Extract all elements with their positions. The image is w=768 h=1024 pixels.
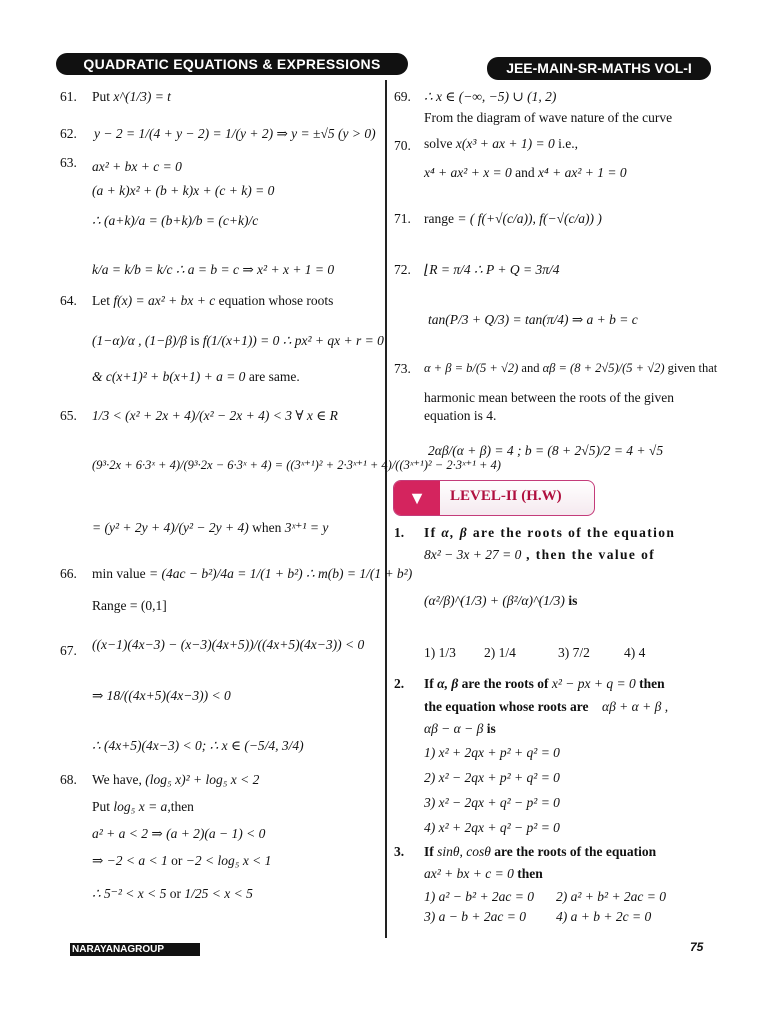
q63-line1: ax² + bx + c = 0 <box>92 159 182 174</box>
q69-number: 69. <box>394 89 411 104</box>
q65-line1: 1/3 < (x² + 2x + 4)/(x² − 2x + 4) < 3 ∀ x ∈ R <box>92 408 338 423</box>
q71-line: range = ( f(+√(c/a)), f(−√(c/a)) ) <box>424 211 602 226</box>
p3-option-2: 2) a² + b² + 2ac = 0 <box>556 889 667 904</box>
p1-number: 1. <box>394 525 405 540</box>
q69-equation: ∴ x ∈ (−∞, −5) ∪ (1, 2) <box>424 89 557 104</box>
q64-line1: Let f(x) = ax² + bx + c equation whose roots <box>92 293 334 308</box>
p3-option-4: 4) a + b + 2c = 0 <box>556 909 652 924</box>
p2-number: 2. <box>394 676 405 691</box>
p2-option-3: 3) x² − 2qx + q² − p² = 0 <box>424 795 560 810</box>
p3-line2: ax² + bx + c = 0 then <box>424 866 543 881</box>
volume-title: JEE-MAIN-SR-MATHS VOL-I <box>487 57 711 80</box>
p3-option-1: 1) a² − b² + 2ac = 0 <box>424 889 535 904</box>
q66-line1: min value = (4ac − b²)/4a = 1/(1 + b²) ∴ m(b) = 1/(1 + b²) <box>92 566 413 581</box>
publisher-brand: NARAYANAGROUP <box>70 943 200 956</box>
q65-line3: = (y² + 2y + 4)/(y² − 2y + 4) when 3ˣ⁺¹ = y <box>92 520 329 535</box>
p1-option-2: 2) 1/4 <box>484 645 516 660</box>
q72-number: 72. <box>394 262 411 277</box>
q70-number: 70. <box>394 138 411 153</box>
q72-line2: tan(P/3 + Q/3) = tan(π/4) ⇒ a + b = c <box>428 312 638 327</box>
q73-line3: equation is 4. <box>424 408 497 423</box>
p1-option-3: 3) 7/2 <box>558 645 590 660</box>
level-title: LEVEL-II (H.W) <box>450 488 562 504</box>
q73-number: 73. <box>394 361 411 376</box>
q63-line4: k/a = k/b = k/c ∴ a = b = c ⇒ x² + x + 1 = 0 <box>92 262 335 277</box>
q63-line2: (a + k)x² + (b + k)x + (c + k) = 0 <box>92 183 275 198</box>
q64-number: 64. <box>60 293 77 308</box>
q71-number: 71. <box>394 211 411 226</box>
chapter-title: QUADRATIC EQUATIONS & EXPRESSIONS <box>56 53 408 75</box>
q68-number: 68. <box>60 772 77 787</box>
q67-line1: ((x−1)(4x−3) − (x−3)(4x+5))/((4x+5)(4x−3)) < 0 <box>92 637 365 652</box>
q61-number: 61. <box>60 89 77 104</box>
q67-number: 67. <box>60 643 77 658</box>
q66-line2: Range = (0,1] <box>92 598 167 613</box>
q67-line3: ∴ (4x+5)(4x−3) < 0; ∴ x ∈ (−5/4, 3/4) <box>92 738 304 753</box>
q63-number: 63. <box>60 155 77 170</box>
p1-line3: (α²/β)^(1/3) + (β²/α)^(1/3) is <box>424 593 578 608</box>
q72-line1: ⌊R = π/4 ∴ P + Q = 3π/4 <box>424 262 560 277</box>
p2-line3: αβ − α − β is <box>424 721 496 736</box>
q73-line1: α + β = b/(5 + √2) and αβ = (8 + 2√5)/(5 + √2) given that <box>424 361 718 375</box>
p2-option-4: 4) x² + 2qx + q² − p² = 0 <box>424 820 560 835</box>
p1-option-4: 4) 4 <box>624 645 646 660</box>
q62-equation: y − 2 = 1/(4 + y − 2) = 1/(y + 2) ⇒ y = ±√5 (y > 0) <box>94 126 376 141</box>
p3-option-3: 3) a − b + 2ac = 0 <box>424 909 526 924</box>
q65-number: 65. <box>60 408 77 423</box>
p2-line2: the equation whose roots are αβ + α + β , <box>424 699 669 714</box>
q67-line2: ⇒ 18/((4x+5)(4x−3)) < 0 <box>92 688 231 703</box>
q61-text: Put x^(1/3) = t <box>92 89 171 104</box>
q69-text: From the diagram of wave nature of the curve <box>424 110 673 125</box>
q64-line3: & c(x+1)² + b(x+1) + a = 0 are same. <box>92 369 300 384</box>
q68-line4: ⇒ −2 < a < 1 or −2 < log₅ x < 1 <box>92 853 272 868</box>
p1-option-1: 1) 1/3 <box>424 645 456 660</box>
q66-number: 66. <box>60 566 77 581</box>
q64-line2: (1−α)/α , (1−β)/β is f(1/(x+1)) = 0 ∴ px² + qx + r = 0 <box>92 333 384 348</box>
q70-line2: x⁴ + ax² + x = 0 and x⁴ + ax² + 1 = 0 <box>424 165 627 180</box>
p2-option-2: 2) x² − 2qx + p² + q² = 0 <box>424 770 560 785</box>
p1-line1: If α, β are the roots of the equation <box>424 525 676 540</box>
q62-number: 62. <box>60 126 77 141</box>
q63-line3: ∴ (a+k)/a = (b+k)/b = (c+k)/c <box>92 213 259 228</box>
q68-line2: Put log₅ x = a,then <box>92 799 194 814</box>
p3-line1: If sinθ, cosθ are the roots of the equation <box>424 844 657 859</box>
q73-line4: 2αβ/(α + β) = 4 ; b = (8 + 2√5)/2 = 4 + √5 <box>428 443 664 458</box>
q70-line1: solve x(x³ + ax + 1) = 0 i.e., <box>424 136 578 151</box>
p2-line1: If α, β are the roots of x² − px + q = 0 then <box>424 676 665 691</box>
q68-line1: We have, (log₅ x)² + log₅ x < 2 <box>92 772 260 787</box>
p3-number: 3. <box>394 844 405 859</box>
column-divider <box>385 80 387 938</box>
q68-line5: ∴ 5⁻² < x < 5 or 1/25 < x < 5 <box>92 886 253 901</box>
p2-option-1: 1) x² + 2qx + p² + q² = 0 <box>424 745 560 760</box>
q68-line3: a² + a < 2 ⇒ (a + 2)(a − 1) < 0 <box>92 826 266 841</box>
down-arrow-icon: ▼ <box>394 481 440 515</box>
q73-line2: harmonic mean between the roots of the given <box>424 390 675 405</box>
q65-line2: (9³·2x + 6·3ˣ + 4)/(9³·2x − 6·3ˣ + 4) = ((3ˣ⁺¹)² + 2·3ˣ⁺¹ + 4)/((3ˣ⁺¹)² − 2·3ˣ⁺¹ + 4) <box>92 458 501 472</box>
page-number: 75 <box>690 940 704 954</box>
level-banner <box>393 480 595 516</box>
p1-line2: 8x² − 3x + 27 = 0 , then the value of <box>424 547 656 562</box>
